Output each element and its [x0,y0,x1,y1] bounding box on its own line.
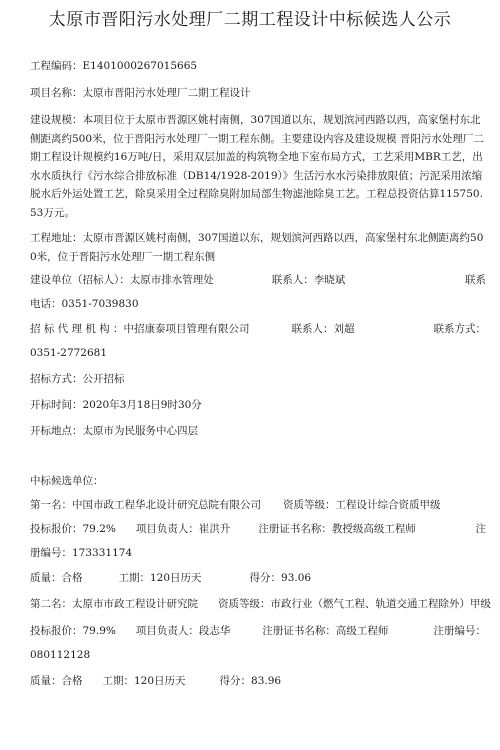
project-code: 工程编码：E1401000267015665 [30,60,198,72]
candidate-1-result-row [30,570,486,586]
project-name: 项目名称：太原市晋阳污水处理厂二期工程设计 [30,87,251,99]
agency-phone: 0351-2772681 [30,347,108,359]
candidate-1-cert-name: 注册证书名称：教授级高级工程师 [258,523,416,535]
candidate-2-qualification: 资质等级：市政行业（燃气工程、轨道交通工程除外）甲级 [218,598,491,610]
bid-method: 招标方式：公开招标 [30,373,125,385]
page-title: 太原市晋阳污水处理厂二期工程设计中标候选人公示 [48,10,452,30]
candidate-2-result-row [30,673,486,689]
owner-phone-label: 联系 [465,274,486,286]
agency-phone-row [30,345,486,361]
construction-scale: 建设规模：本项目位于太原市晋源区姚村南侧，307国道以东，规划滨河西路以西，高家堡村东北侧距离约500米，位于晋阳污水处理厂一期工程东侧。主要建设内容及建设规模 晋阳污水处理厂二期工程设计规模约16万吨/日，采用双层加盖的构筑物全地下室布局方式，工艺采用MBR工艺，出水水质执行《污水综合排放标准（DB14/1928-2019）》生活污水水污染排放限值；污泥采用浓缩脱水后外运处置工艺，除臭采用全过程除臭附加局部生物滤池除臭工艺。工程总投资估算115750.53万元。 [30,114,484,219]
candidate-1-cert-row [30,545,486,561]
candidates-heading: 中标候选单位： [30,475,104,487]
candidate-2-quality: 质量：合格 [30,675,83,687]
candidate-2-name: 第二名：太原市市政工程设计研究院 [30,598,198,610]
candidate-1-row [30,497,486,513]
candidate-2-cert-no-label: 注册编号： [433,625,486,637]
owner-phone-row [30,296,486,312]
candidate-2-bid-row [30,623,486,639]
candidate-2-bid: 投标报价：79.9% [30,625,116,637]
candidate-1-period: 工期：120日历天 [118,572,202,584]
candidate-1-bid-row [30,521,486,537]
agency-contact: 联系人：刘超 [291,323,355,335]
candidate-1-cert-no-label: 注 [475,523,486,535]
agency-phone-label: 联系方式： [433,323,486,335]
owner-contact: 联系人：李晓斌 [271,274,346,286]
candidate-2-cert-no: 080112128 [30,649,91,661]
candidate-2-row [30,596,491,612]
agency-unit: 招 标 代 理 机 构 ：中招康泰项目管理有限公司 [30,323,250,335]
candidate-2-cert-row [30,647,486,663]
candidate-1-lead: 项目负责人：崔洪升 [135,523,231,535]
owner-row [30,272,486,288]
candidate-1-score: 得分：93.06 [249,572,312,584]
candidate-1-qualification: 资质等级：工程设计综合资质甲级 [283,499,441,511]
candidate-2-cert-name: 注册证书名称：高级工程师 [262,625,389,637]
candidate-2-lead: 项目负责人：段志华 [135,625,231,637]
open-place: 开标地点：太原市为民服务中心四层 [30,425,198,437]
candidate-1-bid: 投标报价：79.2% [30,523,116,535]
agency-row [30,321,486,337]
project-address: 工程地址：太原市晋源区姚村南侧，307国道以东，规划滨河西路以西，高家堡村东北侧距离约500米，位于晋阳污水处理厂一期工程东侧 [30,232,484,263]
owner-unit: 建设单位（招标人）：太原市排水管理处 [30,274,214,286]
candidate-2-period: 工期：120日历天 [102,675,186,687]
owner-phone: 电话：0351-7039830 [30,298,139,310]
open-time: 开标时间：2020年3月18日9时30分 [30,399,202,411]
candidate-1-cert-no: 册编号：173331174 [30,547,133,559]
candidate-1-quality: 质量：合格 [30,572,83,584]
candidate-2-score: 得分：83.96 [219,675,282,687]
candidate-1-name: 第一名：中国市政工程华北设计研究总院有限公司 [30,499,261,511]
